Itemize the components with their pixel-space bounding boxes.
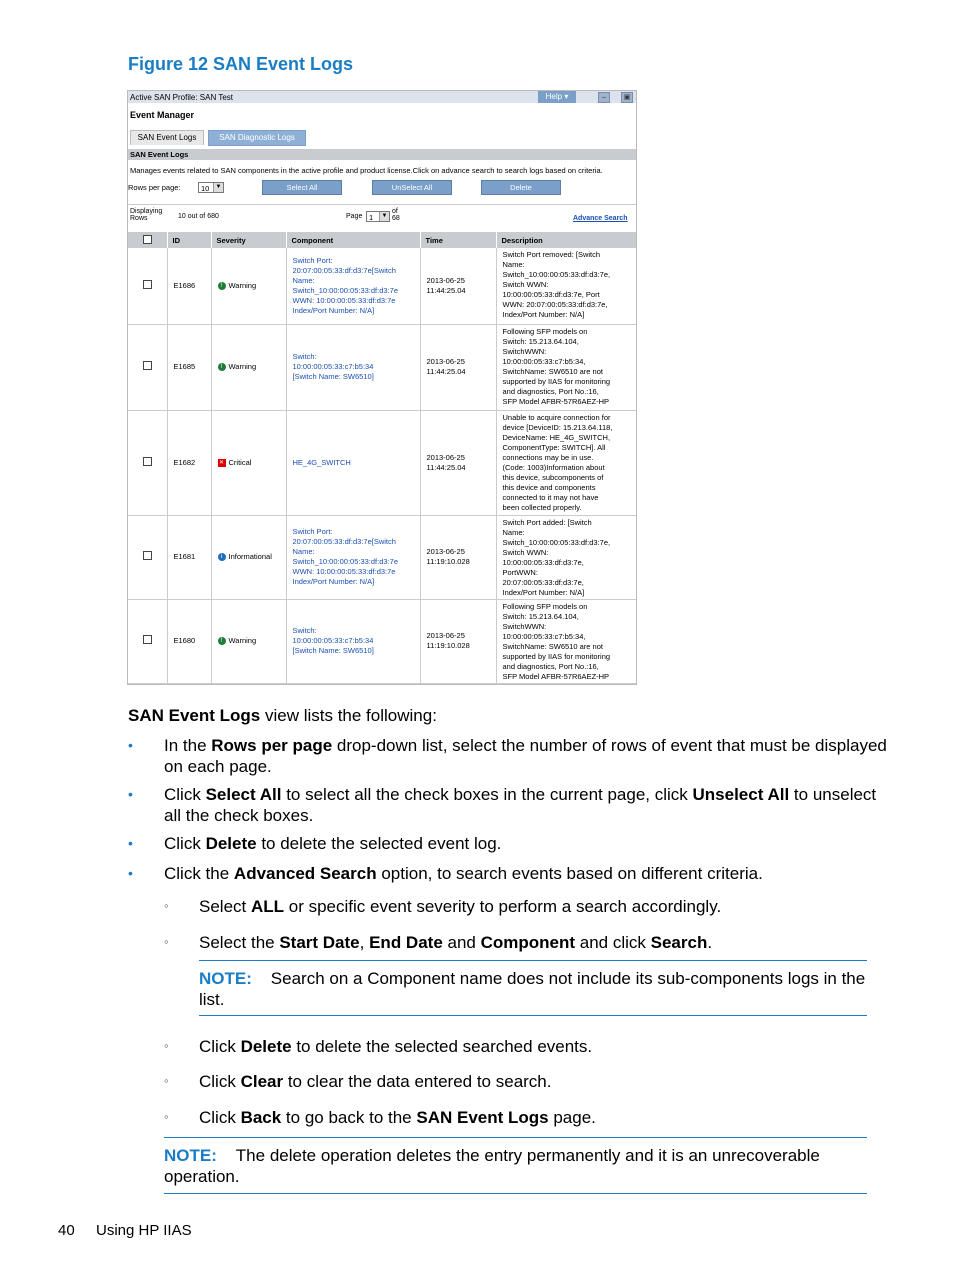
severity-cell bbox=[211, 410, 286, 515]
event-time: 2013-06-25 11:44:25.04 bbox=[420, 324, 496, 410]
text: to go back to the bbox=[281, 1108, 417, 1127]
table-row bbox=[128, 248, 636, 324]
section-title: SAN Event Logs bbox=[130, 150, 189, 159]
bullet-icon: • bbox=[128, 737, 133, 753]
select-all-button[interactable]: Select All bbox=[262, 180, 342, 195]
sub-bullet-icon: ◦ bbox=[164, 1038, 169, 1053]
text: Select the bbox=[199, 933, 280, 952]
text: Select bbox=[199, 897, 251, 916]
text: , bbox=[359, 933, 370, 952]
event-time: 2013-06-25 11:44:25.04 bbox=[420, 410, 496, 515]
text: Click bbox=[164, 785, 206, 804]
unselect-all-button[interactable]: UnSelect All bbox=[372, 180, 452, 195]
page-label: Page bbox=[346, 213, 363, 220]
severity-label: Warning bbox=[228, 636, 257, 645]
column-header-time[interactable]: Time bbox=[420, 232, 496, 248]
text-bold: Advanced Search bbox=[233, 864, 377, 883]
checkbox[interactable] bbox=[143, 280, 152, 289]
table-row bbox=[128, 515, 636, 599]
page-select[interactable] bbox=[366, 211, 390, 222]
text: to delete the selected event log. bbox=[256, 834, 502, 853]
text: page. bbox=[548, 1108, 596, 1127]
column-header-component[interactable]: Component bbox=[286, 232, 420, 248]
section-description: Manages events related to SAN components in the active profile and product license.Click on advance search to search logs based on criteria. bbox=[130, 166, 603, 175]
displaying-label: Displaying Rows bbox=[130, 208, 163, 222]
sub-bullet-severity bbox=[199, 896, 721, 917]
text: list. bbox=[199, 990, 225, 1009]
severity-cell bbox=[211, 515, 286, 599]
text-bold: ALL bbox=[250, 897, 285, 916]
event-time: 2013-06-25 11:19:10.028 bbox=[420, 599, 496, 683]
checkbox[interactable] bbox=[143, 635, 152, 644]
note-bottom-rule bbox=[164, 1193, 867, 1194]
bullet-icon: • bbox=[128, 786, 133, 802]
severity-cell bbox=[211, 599, 286, 683]
event-description: Switch Port removed: [Switch Name: Switch_10:00:00:05:33:df:d3:7e, Switch WWN: 10:00:00:05:33:df:d3:7e, Port WWN: 20:07:00:05:33:df:d3:7e, Index/Port Number: N/A] bbox=[496, 248, 636, 324]
event-table bbox=[128, 232, 637, 684]
text: operation. bbox=[164, 1167, 240, 1186]
text: to delete the selected searched events. bbox=[291, 1037, 593, 1056]
row-checkbox-cell[interactable] bbox=[128, 324, 167, 410]
event-id: E1686 bbox=[167, 248, 211, 324]
text-bold: Delete bbox=[205, 834, 257, 853]
page-number: 40 bbox=[58, 1222, 75, 1239]
component-link[interactable]: HE_4G_SWITCH bbox=[286, 410, 420, 515]
help-menu[interactable]: Help ▾ bbox=[538, 91, 576, 103]
text-bold: Select All bbox=[205, 785, 282, 804]
column-header-severity[interactable]: Severity bbox=[211, 232, 286, 248]
info-icon: i bbox=[218, 553, 226, 561]
tab-san-diagnostic-logs[interactable]: SAN Diagnostic Logs bbox=[208, 130, 306, 146]
event-manager-title: Event Manager bbox=[130, 110, 195, 120]
text-bold: Back bbox=[240, 1108, 282, 1127]
event-description: Switch Port added: [Switch Name: Switch_10:00:00:05:33:df:d3:7e, Switch WWN: 10:00:00:05:33:df:d3:7e, PortWWN: 20:07:00:05:33:df:d3:7e, Index/Port Number: N/A] bbox=[496, 515, 636, 599]
maximize-icon[interactable]: ▣ bbox=[621, 92, 633, 103]
text-bold: Delete bbox=[240, 1037, 292, 1056]
warning-icon: ! bbox=[218, 363, 226, 371]
table-header-row bbox=[128, 232, 636, 248]
sub-bullet-back bbox=[199, 1107, 596, 1128]
delete-button[interactable]: Delete bbox=[481, 180, 561, 195]
text-bold: Start Date bbox=[279, 933, 360, 952]
rows-per-page-label: Rows per page: bbox=[128, 183, 181, 192]
text: drop-down list, select the number of rows of event that must be displayed bbox=[332, 736, 887, 755]
note-top-rule bbox=[199, 960, 867, 961]
note-label: NOTE: bbox=[199, 969, 252, 988]
critical-icon: ✕ bbox=[218, 459, 225, 466]
event-description: Following SFP models on Switch: 15.213.64.104, SwitchWWN: 10:00:00:05:33:c7:b5:34, SwitchName: SW6510 are not supported by IIAS for monitoring and diagnostics, Port No.:16, SFP Model AFBR-57R6AEZ-HP bbox=[496, 324, 636, 410]
bullet-icon: • bbox=[128, 865, 133, 881]
text: and bbox=[442, 933, 481, 952]
text: Click bbox=[164, 834, 206, 853]
text: on each page. bbox=[164, 757, 272, 776]
text: option, to search events based on different criteria. bbox=[376, 864, 763, 883]
text-bold: SAN Event Logs bbox=[416, 1108, 549, 1127]
text: to select all the check boxes in the current page, click bbox=[281, 785, 693, 804]
sub-bullet-delete bbox=[199, 1036, 592, 1057]
rows-per-page-value: 10 bbox=[201, 184, 210, 193]
tab-san-event-logs[interactable]: SAN Event Logs bbox=[130, 130, 204, 145]
checkbox[interactable] bbox=[143, 551, 152, 560]
bullet-rows-per-page bbox=[164, 735, 887, 777]
text: Click the bbox=[164, 864, 234, 883]
minimize-icon[interactable]: – bbox=[598, 92, 610, 103]
text: Click bbox=[199, 1108, 241, 1127]
top-bar bbox=[128, 91, 636, 103]
pagination-bar bbox=[128, 204, 636, 229]
event-id: E1685 bbox=[167, 324, 211, 410]
note-top-rule bbox=[164, 1137, 867, 1138]
table-row bbox=[128, 599, 636, 683]
intro-rest: view lists the following: bbox=[260, 706, 437, 725]
event-time: 2013-06-25 11:44:25.04 bbox=[420, 248, 496, 324]
component-link[interactable]: Switch: 10:00:00:05:33:c7:b5:34 [Switch Name: SW6510] bbox=[286, 324, 420, 410]
text: and click bbox=[575, 933, 651, 952]
checkbox[interactable] bbox=[143, 361, 152, 370]
severity-cell bbox=[211, 324, 286, 410]
chevron-down-icon: ▼ bbox=[213, 183, 223, 192]
severity-label: Informational bbox=[228, 552, 272, 561]
text: to clear the data entered to search. bbox=[283, 1072, 552, 1091]
bullet-icon: • bbox=[128, 835, 133, 851]
text: or specific event severity to perform a search accordingly. bbox=[284, 897, 722, 916]
displaying-value: 10 out of 680 bbox=[178, 213, 219, 220]
component-link[interactable]: Switch Port: 20:07:00:05:33:df:d3:7e[Switch Name: Switch_10:00:00:05:33:df:d3:7e WWN: 10:00:00:05:33:df:d3:7e Index/Port Number: N/A] bbox=[286, 515, 420, 599]
text-bold: Rows per page bbox=[211, 736, 333, 755]
footer-section: Using HP IIAS bbox=[96, 1222, 192, 1239]
text-bold: Component bbox=[480, 933, 576, 952]
advanced-search-link[interactable]: Advance Search bbox=[573, 215, 628, 222]
warning-icon: ! bbox=[218, 282, 226, 290]
sub-bullet-dates bbox=[199, 932, 712, 953]
event-id: E1682 bbox=[167, 410, 211, 515]
note-component-search bbox=[199, 968, 867, 1010]
text-bold: Unselect All bbox=[692, 785, 790, 804]
row-checkbox-cell[interactable] bbox=[128, 410, 167, 515]
bullet-advanced-search bbox=[164, 863, 763, 884]
severity-label: Warning bbox=[228, 280, 257, 290]
intro-bold: SAN Event Logs bbox=[128, 706, 261, 725]
warning-icon: ! bbox=[218, 637, 226, 645]
sub-bullet-icon: ◦ bbox=[164, 898, 169, 913]
text-bold: Clear bbox=[240, 1072, 284, 1091]
text: to unselect bbox=[789, 785, 877, 804]
bullet-delete bbox=[164, 833, 501, 854]
component-link[interactable]: Switch: 10:00:00:05:33:c7:b5:34 [Switch Name: SW6510] bbox=[286, 599, 420, 683]
severity-cell bbox=[211, 248, 286, 324]
severity-label: Critical bbox=[228, 457, 252, 467]
text-bold: Search bbox=[650, 933, 708, 952]
intro-paragraph bbox=[128, 705, 437, 726]
checkbox[interactable] bbox=[143, 235, 152, 244]
figure-caption: Figure 12 SAN Event Logs bbox=[128, 54, 354, 74]
select-all-checkbox[interactable] bbox=[128, 232, 167, 248]
column-header-id[interactable]: ID bbox=[167, 232, 211, 248]
text: Click bbox=[199, 1072, 241, 1091]
active-profile-title: Active SAN Profile: SAN Test bbox=[130, 93, 233, 102]
event-id: E1681 bbox=[167, 515, 211, 599]
rows-per-page-select[interactable] bbox=[198, 182, 224, 193]
san-event-logs-screenshot bbox=[127, 90, 637, 685]
chevron-down-icon: ▼ bbox=[379, 212, 389, 221]
text: Click bbox=[199, 1037, 241, 1056]
severity-label: Warning bbox=[228, 362, 257, 371]
column-header-description[interactable]: Description bbox=[496, 232, 636, 248]
note-bottom-rule bbox=[199, 1015, 867, 1016]
page-count: of 68 bbox=[392, 208, 400, 222]
bullet-select-all bbox=[164, 784, 876, 826]
component-link[interactable]: Switch Port: 20:07:00:05:33:df:d3:7e[Switch Name: Switch_10:00:00:05:33:df:d3:7e WWN: 10:00:00:05:33:df:d3:7e Index/Port Number: N/A] bbox=[286, 248, 420, 324]
note-delete-operation bbox=[164, 1145, 867, 1187]
event-id: E1680 bbox=[167, 599, 211, 683]
sub-bullet-clear bbox=[199, 1071, 551, 1092]
table-row bbox=[128, 324, 636, 410]
page-value: 1 bbox=[369, 213, 374, 222]
text: The delete operation deletes the entry permanently and it is an unrecoverable bbox=[235, 1146, 820, 1165]
sub-bullet-icon: ◦ bbox=[164, 1073, 169, 1088]
row-checkbox-cell[interactable] bbox=[128, 515, 167, 599]
row-checkbox-cell[interactable] bbox=[128, 599, 167, 683]
sub-bullet-icon: ◦ bbox=[164, 1109, 169, 1124]
row-checkbox-cell[interactable] bbox=[128, 248, 167, 324]
event-time: 2013-06-25 11:19:10.028 bbox=[420, 515, 496, 599]
text: Search on a Component name does not include its sub-components logs in the bbox=[270, 969, 866, 988]
text: In the bbox=[164, 736, 212, 755]
section-header bbox=[128, 149, 636, 160]
sub-bullet-icon: ◦ bbox=[164, 934, 169, 949]
table-row bbox=[128, 410, 636, 515]
event-description: Following SFP models on Switch: 15.213.64.104, SwitchWWN: 10:00:00:05:33:c7:b5:34, SwitchName: SW6510 are not supported by IIAS for monitoring and diagnostics, Port No.:16, SFP Model AFBR-57R6AEZ-HP bbox=[496, 599, 636, 683]
text: . bbox=[707, 933, 713, 952]
note-label: NOTE: bbox=[164, 1146, 217, 1165]
event-description: Unable to acquire connection for device [DeviceID: 15.213.64.118, DeviceName: HE_4G_SWITCH, ComponentType: SWITCH]. All connections may be in use. (Code: 1003)Information about this device, subcomponents of this device and components connected to it may not have been collected properly. bbox=[496, 410, 636, 515]
text: all the check boxes. bbox=[164, 806, 314, 825]
text-bold: End Date bbox=[369, 933, 443, 952]
checkbox[interactable] bbox=[143, 457, 152, 466]
